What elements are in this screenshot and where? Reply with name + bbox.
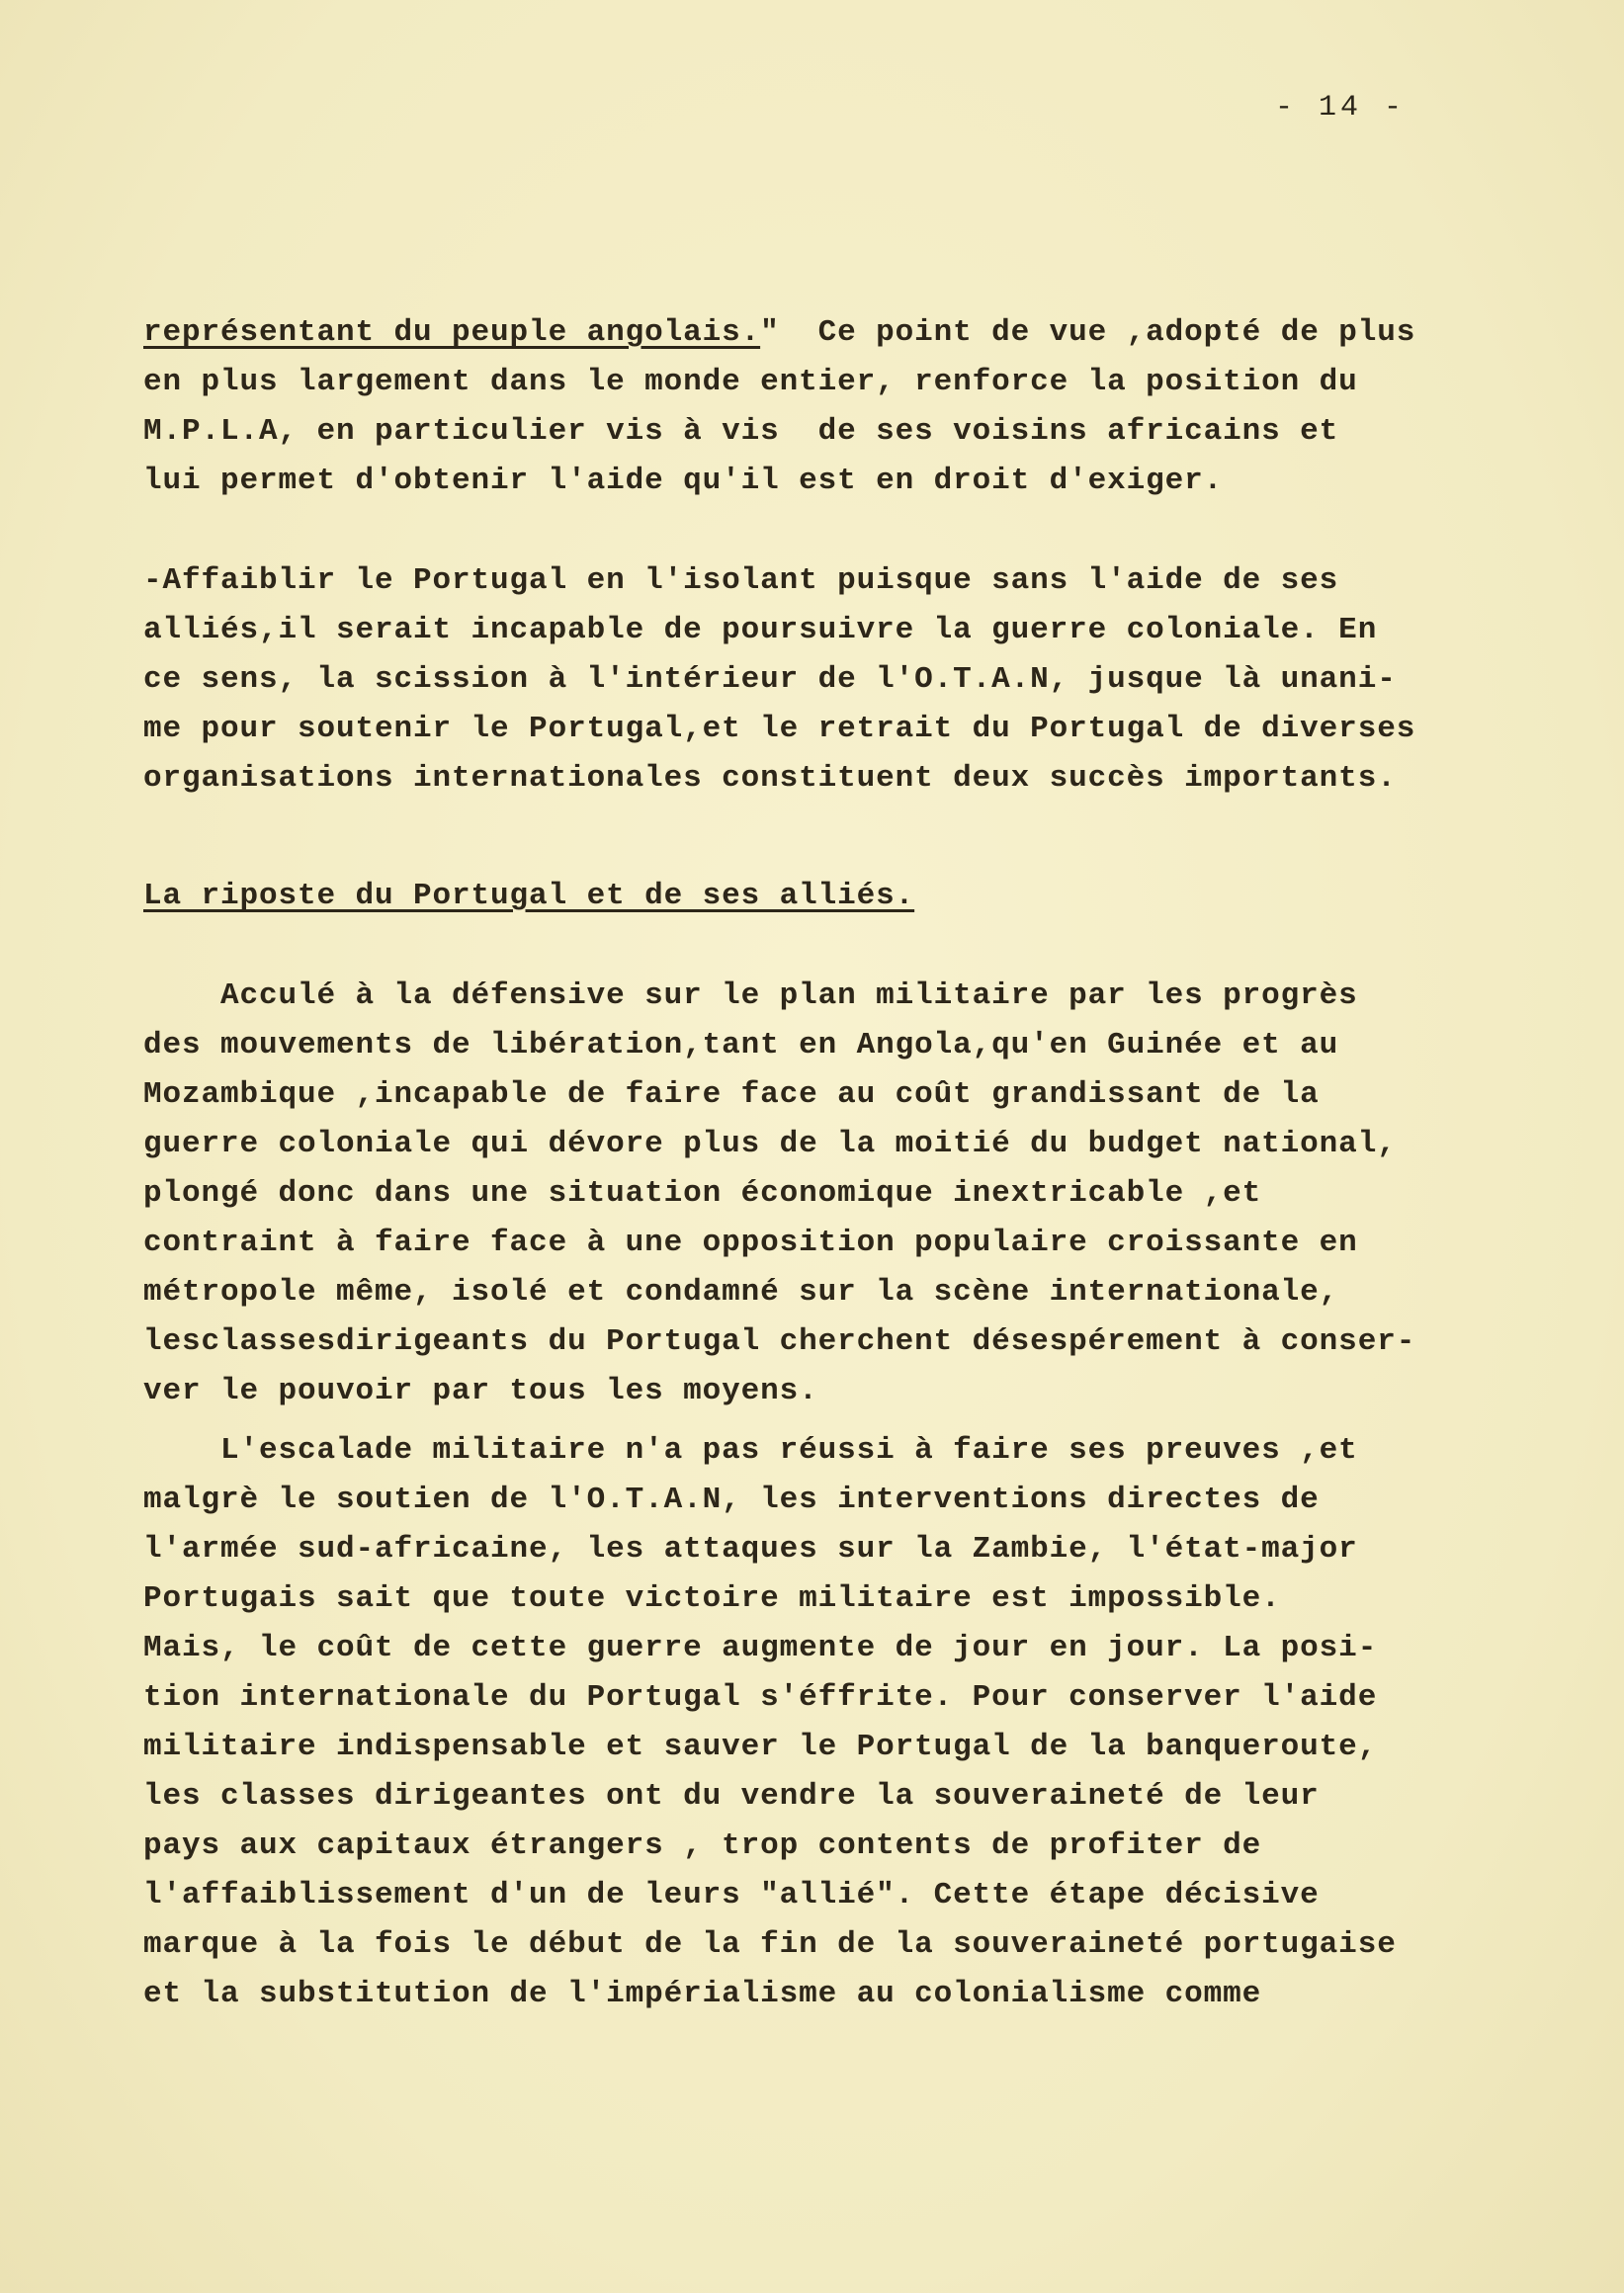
- text-line: malgrè le soutien de l'O.T.A.N, les interventions directes de: [143, 1483, 1320, 1517]
- text-line: me pour soutenir le Portugal,et le retrait du Portugal de diverses: [143, 712, 1416, 746]
- page-number: - 14 -: [1275, 91, 1407, 125]
- text-line: en plus largement dans le monde entier, renforce la position du: [143, 365, 1358, 399]
- text-line: l'affaiblissement d'un de leurs "allié". Cette étape décisive: [143, 1878, 1320, 1912]
- text-line: Mozambique ,incapable de faire face au coût grandissant de la: [143, 1077, 1320, 1112]
- text-line: ce sens, la scission à l'intérieur de l'O.T.A.N, jusque là unani-: [143, 662, 1397, 697]
- text-line: Acculé à la défensive sur le plan militaire par les progrès: [143, 978, 1358, 1013]
- text-line: tion internationale du Portugal s'éffrite. Pour conserver l'aide: [143, 1680, 1378, 1715]
- paragraph-3: [143, 972, 1488, 1416]
- text-line: L'escalade militaire n'a pas réussi à faire ses preuves ,et: [143, 1433, 1358, 1468]
- text-line: métropole même, isolé et condamné sur la scène internationale,: [143, 1275, 1339, 1310]
- text-line: lesclassesdirigeants du Portugal cherchent désespérement à conser-: [143, 1324, 1416, 1359]
- section-heading-text: La riposte du Portugal et de ses alliés.: [143, 879, 915, 913]
- text-line: contraint à faire face à une opposition populaire croissante en: [143, 1226, 1358, 1260]
- text-line: Portugais sait que toute victoire militaire est impossible.: [143, 1581, 1281, 1616]
- text-line: des mouvements de libération,tant en Angola,qu'en Guinée et au: [143, 1028, 1339, 1062]
- lead-rest-text: " Ce point de vue ,adopté de plus: [760, 315, 1416, 350]
- text-line: guerre coloniale qui dévore plus de la moitié du budget national,: [143, 1127, 1397, 1161]
- text-line: marque à la fois le début de la fin de la souveraineté portugaise: [143, 1927, 1397, 1962]
- paragraph-1-first-line: [143, 308, 1488, 358]
- text-line: Mais, le coût de cette guerre augmente de jour en jour. La posi-: [143, 1631, 1378, 1665]
- text-line: alliés,il serait incapable de poursuivre la guerre coloniale. En: [143, 613, 1378, 647]
- text-line: militaire indispensable et sauver le Portugal de la banqueroute,: [143, 1730, 1378, 1764]
- text-line: les classes dirigeantes ont du vendre la souveraineté de leur: [143, 1779, 1320, 1814]
- text-line: et la substitution de l'impérialisme au colonialisme comme: [143, 1977, 1262, 2011]
- paragraph-1: [143, 308, 1488, 506]
- text-line: M.P.L.A, en particulier vis à vis de ses voisins africains et: [143, 414, 1339, 449]
- text-line: l'armée sud-africaine, les attaques sur la Zambie, l'état-major: [143, 1532, 1358, 1567]
- paragraph-2: [143, 556, 1488, 804]
- section-heading: [143, 872, 1488, 921]
- text-line: ver le pouvoir par tous les moyens.: [143, 1374, 818, 1408]
- text-line: lui permet d'obtenir l'aide qu'il est en droit d'exiger.: [143, 464, 1224, 498]
- text-line: organisations internationales constituent deux succès importants.: [143, 761, 1397, 796]
- text-line: pays aux capitaux étrangers , trop contents de profiter de: [143, 1828, 1262, 1863]
- text-line: plongé donc dans une situation économique inextricable ,et: [143, 1176, 1262, 1211]
- underlined-lead-text: représentant du peuple angolais.: [143, 315, 761, 350]
- text-line: -Affaiblir le Portugal en l'isolant puisque sans l'aide de ses: [143, 563, 1339, 598]
- paragraph-4: [143, 1426, 1488, 2019]
